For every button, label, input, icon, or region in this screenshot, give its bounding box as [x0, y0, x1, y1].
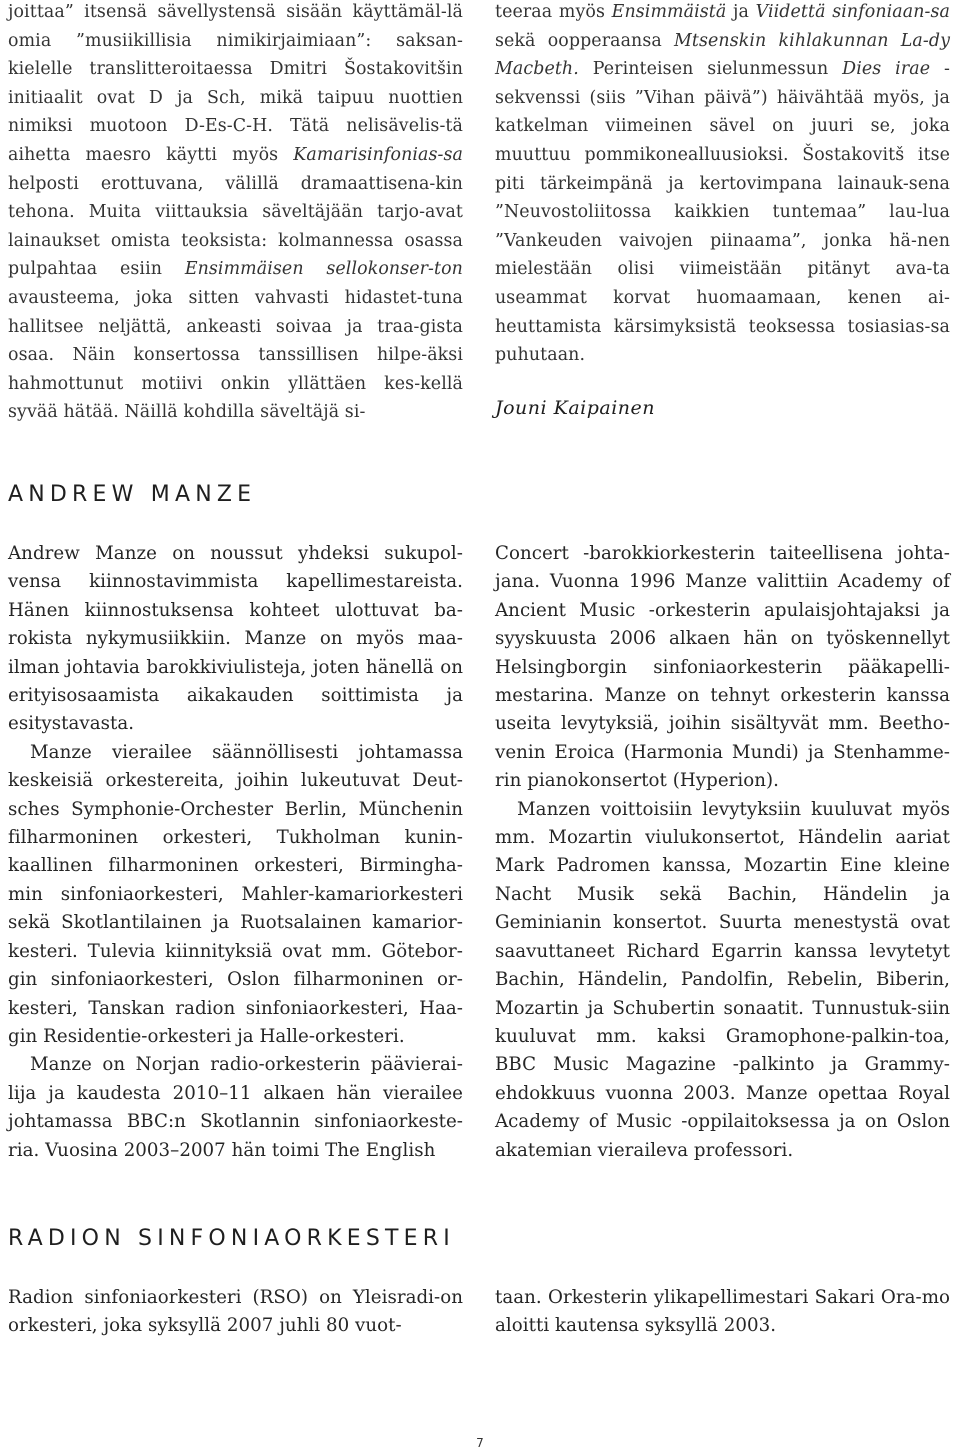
manze-paragraph-5: Manzen voittoisiin levytyksiin kuuluvat myös mm. Mozartin viulukonsertot, Händelin aariat Mark Padromen kanssa, Mozartin Eine kleine Nacht Musik sekä Bachin, Händelin ja Geminianin konsertot. Suurta menestystä ovat saavuttaneet Richard Egarrin kanssa levytetyt Bachin, Händelin, Pandolfin, Rebelin, Biberin, Mozartin ja Schubertin sonaatit. Tunnustuk-siin kuuluvat mm. kaksi Gramophone-palkin-toa, BBC Music Magazine -palkinto ja Grammy-ehdokkuus vuonna 2003. Manze opettaa Royal Academy of Music -oppilaitoksessa ja on Oslon akatemian vieraileva professori.	[495, 798, 950, 1161]
intro-right-paragraph	[495, 0, 950, 370]
manze-paragraph-1: Andrew Manze on noussut yhdeksi sukupol-vensa kiinnostavimmista kapellimestareista. Hänen kiinnostuksensa kohteet ulottuvat ba-rokista nykymusiikkiin. Manze on myös maa-ilman johtavia barokkiviulisteja, joten hänellä on erityisosaamista aikakauden soittimista ja esitystavasta.	[8, 543, 463, 735]
manze-paragraph-2: Manze vierailee säännöllisesti johtamassa keskeisiä orkestereita, joihin lukeutuvat Deut-sches Symphonie-Orchester Berlin, Münchenin filharmoninen orkesteri, Tukholman kunin-kaallinen filharmoninen orkesteri, Birmingha-min sinfoniaorkesteri, Mahler-kamariorkesteri sekä Skotlantilainen ja Ruotsalainen kamarior-kesteri. Tulevia kiinnityksiä ovat mm. Götebor-gin sinfoniaorkesteri, Oslon filharmoninen or-kesteri, Tanskan radion sinfoniaorkesteri, Haa-gin Residentie-orkesteri ja Halle-orkesteri.	[8, 741, 463, 1047]
rso-paragraph-2: taan. Orkesterin ylikapellimestari Sakari Ora-mo aloitti kautensa syksyllä 2003.	[495, 1287, 950, 1337]
intro-right-text-1: teeraa myös	[495, 2, 612, 22]
rso-paragraph-1: Radion sinfoniaorkesteri (RSO) on Yleisradi-on orkesteri, joka syksyllä 2007 juhli 80 vuot-	[8, 1287, 463, 1337]
section-heading-rso: RADION SINFONIAORKESTERI	[8, 1226, 455, 1251]
intro-right-text-5: -sekvenssi (siis ”Vihan päivä”) häivähtää myös, ja katkelman viimeinen sävel on juuri se, joka muuttuu pommikonealluusioksi. Šostakovitš itse piti tärkeimpänä ja kertovimpana lainauk-sena ”Neuvostoliitossa kaikkien tuntemaa” lau-lua ”Vankeuden vaivojen piinaama”, jonka hä-nen mielestään olisi viimeistään pitänyt ava-ta useammat korvat huomaamaan, kenen ai-heuttamista kärsimyksistä teoksessa tosiasias-sa puhutaan.	[495, 59, 950, 366]
intro-left-title-2: Ensimmäisen sellokonser-ton	[184, 259, 463, 280]
page-number: 7	[476, 1436, 484, 1450]
intro-left-text-2: helposti erottuvana, välillä dramaattisena-kin tehona. Muita viittauksia säveltäjään tarjo-avat lainaukset omista teoksista: kolmannessa osassa pulpahtaa esiin	[8, 173, 463, 280]
manze-left-column	[8, 540, 463, 1165]
intro-left-column	[8, 0, 463, 427]
intro-left-title-1: Kamarisinfonias-sa	[293, 144, 463, 165]
intro-right-title-1: Ensimmäistä	[611, 2, 727, 22]
section-heading-manze: ANDREW MANZE	[8, 482, 257, 507]
intro-left-paragraph	[8, 0, 463, 427]
intro-right-text-2: ja	[726, 2, 756, 22]
intro-right-text-4: Perinteisen sielunmessun	[578, 59, 843, 80]
intro-right-text-3: sekä oopperaansa	[495, 30, 675, 51]
intro-left-text-1: joittaa” itsensä sävellystensä sisään käyttämäl-lä omia ”musiikillisia nimikirjaimiaan”: saksan-kielelle translitteroitaessa Dmitri Šostakovitšin initiaalit ovat D ja Sch, mikä taipuu nuottien nimiksi muotoon D-Es-C-H. Tätä nelisävelis-tä aihetta maesro käytti myös	[8, 2, 463, 165]
manze-paragraph-3: Manze on Norjan radio-orkesterin päävierai-lija ja kaudesta 2010–11 alkaen hän vierailee johtamassa BBC:n Skotlannin sinfoniaorkeste-ria. Vuosina 2003–2007 hän toimi The English	[8, 1054, 463, 1161]
intro-right-column	[495, 0, 950, 422]
author-signature: Jouni Kaipainen	[495, 396, 656, 419]
intro-right-title-4: Dies irae	[842, 59, 931, 80]
manze-right-column	[495, 540, 950, 1165]
intro-right-title-2: Viidettä sinfoniaan-sa	[755, 2, 950, 22]
manze-paragraph-4: Concert -barokkiorkesterin taiteellisena johta-jana. Vuonna 1996 Manze valittiin Academy of Ancient Music -orkesterin apulaisjohtajaksi ja syyskuusta 2006 alkaen hän on työskennellyt Helsingborgin sinfoniaorkesterin pääkapelli-mestarina. Manze on tehnyt orkesterin kanssa useita levytyksiä, joihin sisältyvät mm. Beetho-venin Eroica (Harmonia Mundi) ja Stenhamme-rin pianokonsertot (Hyperion).	[495, 543, 950, 792]
rso-left-column	[8, 1284, 463, 1341]
intro-left-text-3: avausteema, joka sitten vahvasti hidastet-tuna hallitsee neljättä, ankeasti soivaa ja traa-gista osaa. Näin konsertossa tanssillisen hilpe-äksi hahmottunut motiivi onkin yllättäen kes-kellä syvää hätää. Näillä kohdilla säveltäjä si-	[8, 287, 463, 423]
intro-right-title-3: Mtsenskin kihlakunnan La-dy Macbeth.	[495, 30, 950, 80]
rso-right-column	[495, 1284, 950, 1341]
